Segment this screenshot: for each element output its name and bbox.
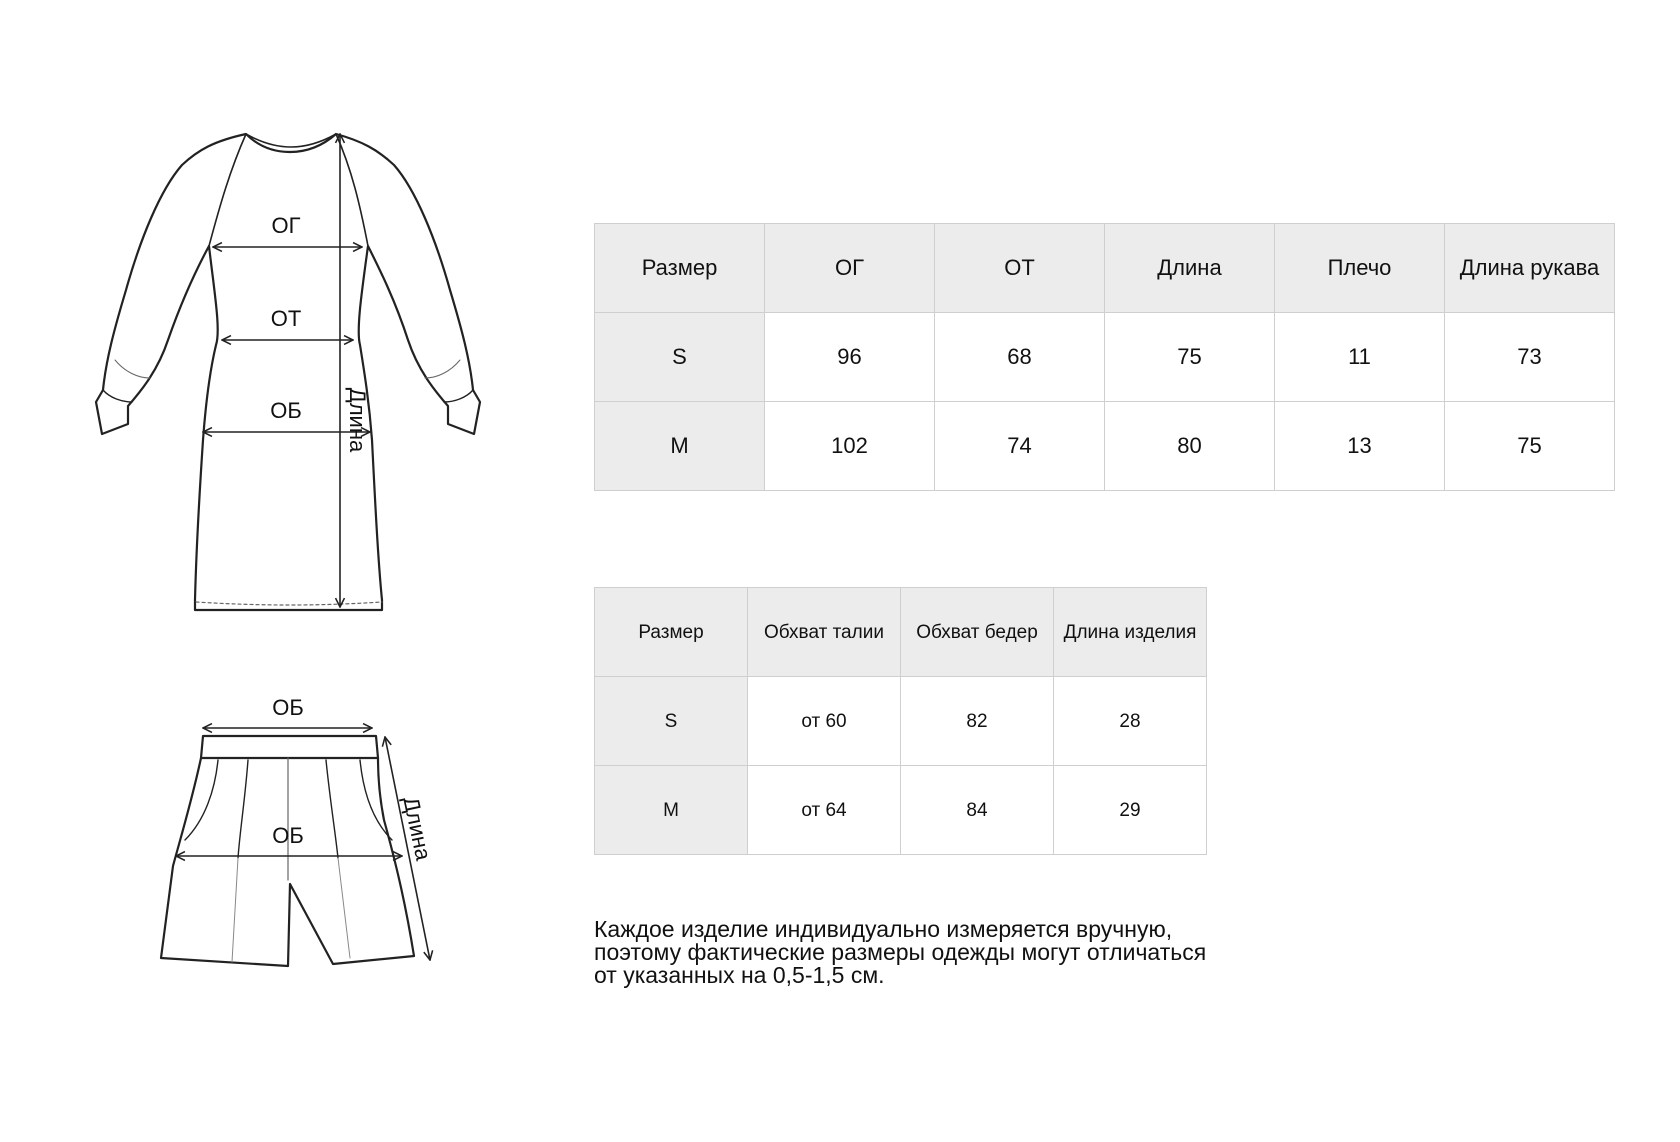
shorts-ob-top-label: ОБ [272,695,304,720]
table-cell: 102 [765,402,935,491]
shorts-sketch [161,736,414,966]
dress-size-table [594,223,1615,491]
header-cell: Обхват талии [748,588,901,677]
table-cell: 11 [1275,313,1445,402]
size-cell: S [595,313,765,402]
shorts-size-table [594,587,1207,855]
table-cell: 82 [901,677,1054,766]
dress-ob-label: ОБ [270,398,302,423]
table-row [595,766,1207,855]
dress-measurements [203,134,370,607]
header-cell: Размер [595,588,748,677]
header-cell: Размер [595,224,765,313]
note-line: от указанных на 0,5-1,5 см. [594,962,885,988]
table-cell: 73 [1445,313,1615,402]
table-cell: 68 [935,313,1105,402]
note-line: Каждое изделие индивидуально измеряется вручную, [594,916,1173,942]
table-cell: 28 [1054,677,1207,766]
table-cell: 13 [1275,402,1445,491]
table-row [595,677,1207,766]
note-line: поэтому фактические размеры одежды могут отличаться [594,939,1207,965]
table-header-row [595,224,1615,313]
table-cell: 75 [1105,313,1275,402]
table-cell: 74 [935,402,1105,491]
dress-length-label: Длина [345,387,370,453]
table-cell: 96 [765,313,935,402]
header-cell: ОГ [765,224,935,313]
dress-ot-label: ОТ [270,306,302,331]
table-cell: 80 [1105,402,1275,491]
dress-og-label: ОГ [271,213,301,238]
header-cell: Плечо [1275,224,1445,313]
header-cell: ОТ [935,224,1105,313]
table-header-row [595,588,1207,677]
shorts-ob-hip-label: ОБ [272,823,304,848]
table-cell: 84 [901,766,1054,855]
header-cell: Обхват бедер [901,588,1054,677]
header-cell: Длина рукава [1445,224,1615,313]
table-row [595,313,1615,402]
dress-sketch [96,134,480,610]
table-cell: 75 [1445,402,1615,491]
size-cell: S [595,677,748,766]
table-cell: 29 [1054,766,1207,855]
size-cell: M [595,766,748,855]
shorts-length-label: Длина [398,794,437,863]
header-cell: Длина изделия [1054,588,1207,677]
header-cell: Длина [1105,224,1275,313]
measurement-note [594,918,1314,987]
table-cell: от 60 [748,677,901,766]
size-cell: M [595,402,765,491]
table-cell: от 64 [748,766,901,855]
table-row [595,402,1615,491]
